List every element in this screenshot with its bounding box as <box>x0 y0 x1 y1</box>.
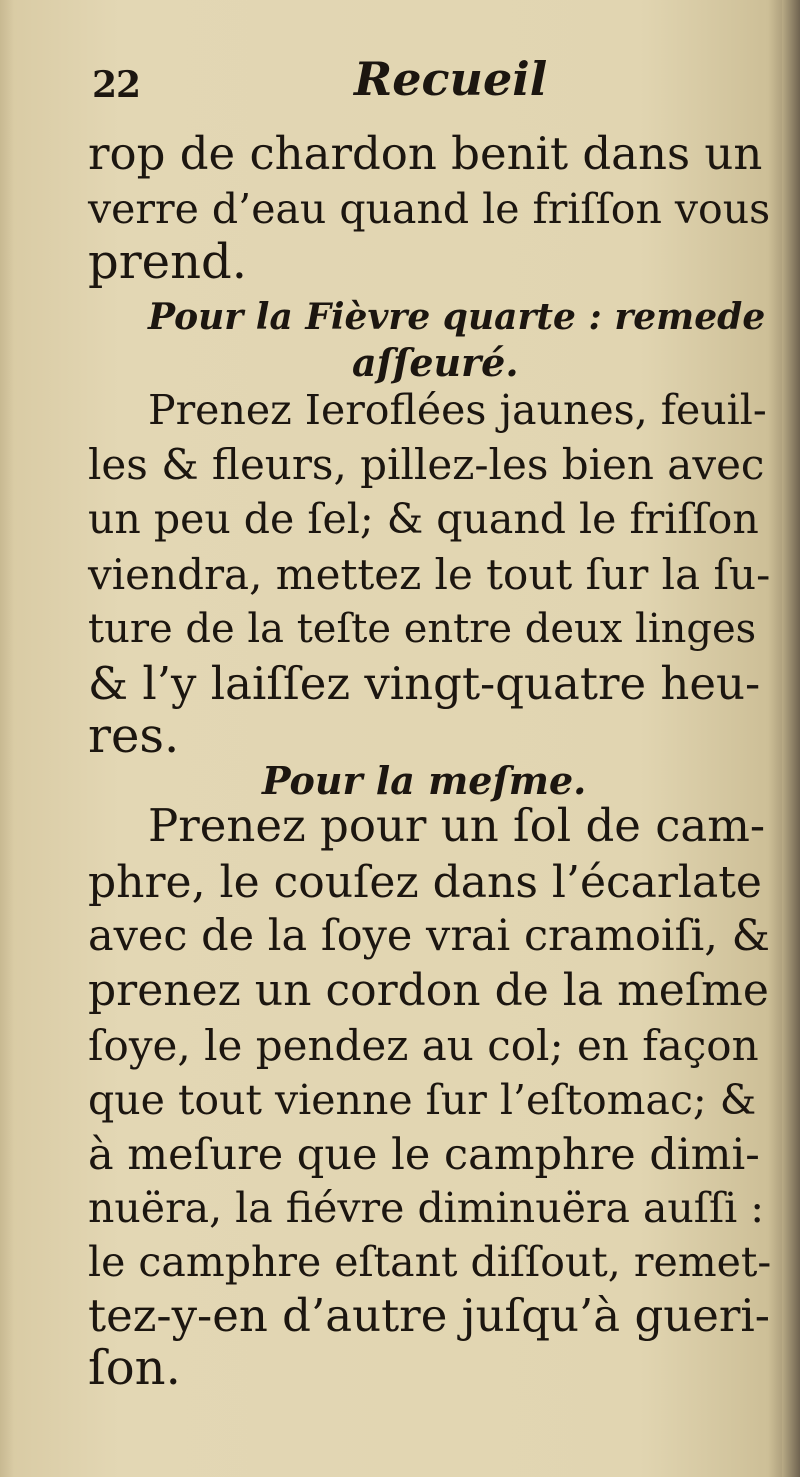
text-line: les & fleurs, pillez-les bien avec <box>88 440 765 489</box>
text-line: un peu de ſel; & quand le friſſon <box>88 495 759 543</box>
page-number: 22 <box>92 64 141 106</box>
text-line: tez-y-en d’autre juſqu’à gueri- <box>88 1289 770 1342</box>
text-line: nuëra, la fiévre diminuëra auſſi : <box>88 1184 765 1232</box>
text-line: à meſure que le camphre dimi- <box>88 1130 760 1180</box>
text-line: res. <box>88 708 180 764</box>
running-title: Recueil <box>354 52 548 106</box>
text-line: prenez un cordon de la meſme <box>88 965 769 1016</box>
text-line: que tout vienne ſur l’eſtomac; & <box>88 1076 757 1124</box>
page-header <box>92 52 752 112</box>
text-line: avec de la ſoye vrai cramoiſi, & <box>88 911 770 961</box>
text-line: viendra, mettez le tout ſur la ſu- <box>88 550 771 599</box>
text-line: le camphre eſtant diſſout, remet- <box>88 1238 772 1286</box>
page-gutter-shadow <box>0 0 14 1477</box>
text-line: rop de chardon benit dans un <box>88 127 763 180</box>
text-line: ture de la teſte entre deux linges <box>88 606 757 652</box>
text-line: verre d’eau quand le friſſon vous <box>88 185 771 233</box>
text-line: ſoye, le pendez au col; en façon <box>88 1021 759 1070</box>
section-heading-assure: aſſeuré. <box>352 340 519 385</box>
section-heading-fievre-quarte: Pour la Fièvre quarte : remede <box>148 296 766 338</box>
text-line: phre, le couſez dans l’écarlate <box>88 857 762 908</box>
section-heading-pour-la-mesme: Pour la meſme. <box>262 758 587 803</box>
text-line: ſon. <box>88 1340 181 1396</box>
text-line: Prenez pour un ſol de cam- <box>148 799 766 852</box>
text-line: Prenez Ieroflées jaunes, feuil- <box>148 386 767 434</box>
page-edge-shadow <box>782 0 800 1477</box>
text-line: prend. <box>88 234 247 290</box>
text-line: & l’y laiſſez vingt-quatre heu- <box>88 657 761 710</box>
